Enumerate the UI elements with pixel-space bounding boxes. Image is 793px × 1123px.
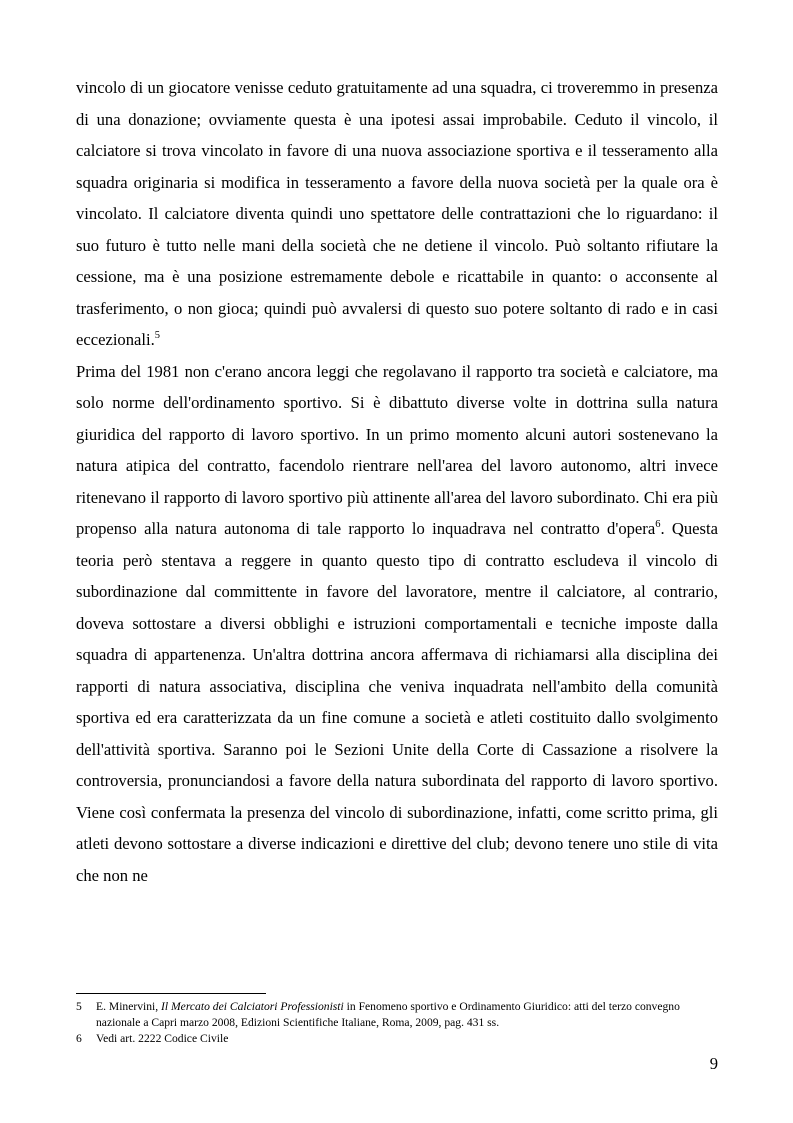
paragraph-2-text-part1: Prima del 1981 non c'erano ancora leggi che regolavano il rapporto tra società e calciatore, ma solo norme dell'ordinamento sportivo. Si è dibattuto diverse volte in dottrina sulla natura giuridica del rapporto di lavoro sportivo. In un primo momento alcuni autori sostenevano la natura atipica del contratto, facendolo rientrare nell'area del lavoro autonomo, altri invece ritenevano il rapporto di lavoro sportivo più attinente all'area del lavoro subordinato. Chi era più propenso alla natura autonoma di tale rapporto lo inquadrava nel contratto d'opera xyxy=(76,361,718,538)
paragraph-2-text-part2: . Questa teoria però stentava a reggere in quanto questo tipo di contratto escludeva il vincolo di subordinazione dal committente in favore del lavoratore, mentre il calciatore, al contrario, doveva sottostare a diversi obblighi e istruzioni comportamentali e tecniche imposte dalla squadra di appartenenza. Un'altra dottrina ancora affermava di richiamarsi alla disciplina dei rapporti di natura associativa, disciplina che veniva inquadrata nell'ambito della comunità sportiva ed era caratterizzata da un fine comune a società e atleti costituito dallo svolgimento dell'attività sportiva. Saranno poi le Sezioni Unite della Corte di Cassazione a risolvere la controversia, pronunciandosi a favore della natura subordinata del rapporto di lavoro sportivo. Viene così confermata la presenza del vincolo di subordinazione, infatti, come scritto prima, gli atleti devono sottostare a diverse indicazioni e direttive del club; devono tenere uno stile di vita che non ne xyxy=(76,519,718,885)
paragraph-2 xyxy=(76,356,718,892)
body-text xyxy=(76,72,718,891)
footnote-ref-5[interactable]: 5 xyxy=(154,330,161,341)
footnote-title: Il Mercato dei Calciatori Professionisti xyxy=(161,1000,344,1013)
footnote-citation: in Fenomeno sportivo e Ordinamento Giuridico: atti del terzo convegno nazionale a Capri marzo 2008, Edizioni Scientifiche Italiane, Roma, 2009, pag. 431 ss. xyxy=(96,1000,680,1029)
footnote-5 xyxy=(76,999,718,1031)
footnote-text: Vedi art. 2222 Codice Civile xyxy=(96,1032,229,1045)
page-number: 9 xyxy=(709,1054,718,1073)
footnote-ref-6[interactable]: 6 xyxy=(655,519,661,530)
paragraph-1 xyxy=(76,72,718,356)
footnote-separator xyxy=(76,993,266,994)
footnote-number: 5 xyxy=(76,1000,82,1013)
footnote-6 xyxy=(76,1031,718,1047)
footnotes xyxy=(76,999,718,1047)
footnote-number: 6 xyxy=(76,1032,82,1045)
footnote-author: E. Minervini, xyxy=(96,1000,162,1013)
paragraph-1-text: vincolo di un giocatore venisse ceduto gratuitamente ad una squadra, ci troveremmo in presenza di una donazione; ovviamente questa è una ipotesi assai improbabile. Ceduto il vincolo, il calciatore si trova vincolato in favore di una nuova associazione sportiva e il tesseramento alla squadra originaria si modifica in tesseramento a favore della nuova società per la quale ora è vincolato. Il calciatore diventa quindi uno spettatore delle contrattazioni che lo riguardano: il suo futuro è tutto nelle mani della società che ne detiene il vincolo. Può soltanto rifiutare la cessione, ma è una posizione estremamente debole e ricattabile in quanto: o acconsente al trasferimento, o non gioca; quindi può avvalersi di questo suo potere soltanto di rado e in casi eccezionali. xyxy=(76,78,718,349)
